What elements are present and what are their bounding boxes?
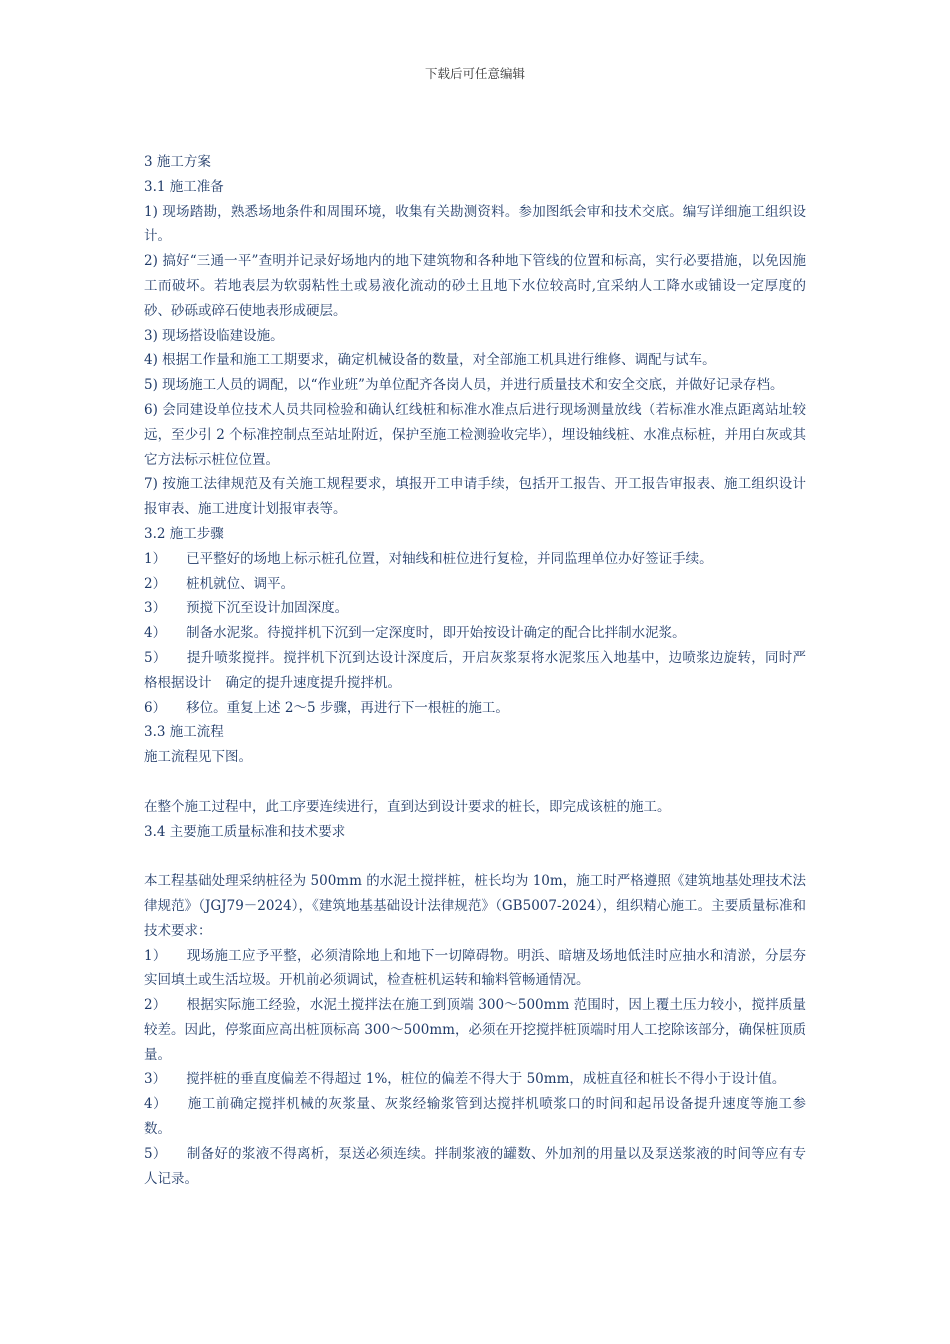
list-item <box>144 621 806 646</box>
list-number: 6） <box>144 699 167 716</box>
list-text: 桩机就位、调平。 <box>186 575 295 592</box>
section-heading-3-3: 3.3 施工流程 <box>144 724 224 741</box>
section-heading-3-4: 3.4 主要施工质量标准和技术要求 <box>144 823 346 840</box>
paragraph: 5) 现场施工人员的调配，以“作业班”为单位配齐各岗人员，并进行质量技术和安全交底，并做好记录存档。 <box>144 377 784 394</box>
paragraph: 2) 搞好“三通一平”查明并记录好场地内的地下建筑物和各种地下管线的位置和标高，实行必要措施，以免因施工而破坏。若地表层为软弱粘性土或易液化流动的砂土且地下水位较高时,宜采纳人工降水或铺设一定厚度的砂、砂砾或碎石使地表形成硬层。 <box>144 253 806 319</box>
list-number: 4） <box>144 1096 168 1113</box>
list-number: 3） <box>144 1071 167 1088</box>
list-text: 预搅下沉至设计加固深度。 <box>186 600 349 617</box>
list-number: 1） <box>144 947 167 964</box>
section-heading-3-1: 3.1 施工准备 <box>144 178 224 195</box>
list-item <box>144 596 806 621</box>
paragraph: 1) 现场踏勘，熟悉场地条件和周围环境，收集有关勘测资料。参加图纸会审和技术交底。编写详细施工组织设计。 <box>144 203 806 245</box>
list-text: 现场施工应予平整，必须清除地上和地下一切障碍物。明浜、暗塘及场地低洼时应抽水和清淤，分层夯实回填土或生活垃圾。开机前必须调试，检查桩机运转和输料管畅通情况。 <box>144 947 807 989</box>
list-text: 搅拌桩的垂直度偏差不得超过 1%，桩位的偏差不得大于 50mm，成桩直径和桩长不得小于设计值。 <box>186 1071 786 1088</box>
list-item <box>144 696 806 721</box>
list-text: 制备好的浆液不得离析，泵送必须连续。拌制浆液的罐数、外加剂的用量以及泵送浆液的时间等应有专人记录。 <box>144 1145 807 1187</box>
list-item <box>144 944 806 994</box>
spacer <box>144 770 806 795</box>
paragraph: 施工流程见下图。 <box>144 749 252 766</box>
list-item <box>144 572 806 597</box>
list-text: 确定的提升速度提升搅拌机。 <box>225 674 401 691</box>
list-item <box>144 1067 806 1092</box>
list-text: 移位。重复上述 2～5 步骤，再进行下一根桩的施工。 <box>186 699 509 716</box>
document-body <box>144 150 806 1191</box>
list-text: 提升喷浆搅拌。搅拌机下沉到达设计深度后，开启灰浆泵将水泥浆压入地基中，边喷浆边旋转，同时严格根据设计 <box>144 649 807 691</box>
list-number: 5） <box>144 1145 167 1162</box>
list-number: 1） <box>144 550 167 567</box>
page-header: 下载后可任意编辑 <box>424 66 525 81</box>
list-number: 2） <box>144 575 167 592</box>
list-item <box>144 1092 806 1142</box>
section-heading-3: 3 施工方案 <box>144 154 211 170</box>
paragraph: 4) 根据工作量和施工工期要求，确定机械设备的数量，对全部施工机具进行维修、调配与试车。 <box>144 352 716 369</box>
paragraph: 7) 按施工法律规范及有关施工规程要求，填报开工申请手续，包括开工报告、开工报告审报表、施工组织设计报审表、施工进度计划报审表等。 <box>144 476 806 518</box>
paragraph: 本工程基础处理采纳桩径为 500mm 的水泥土搅拌桩，桩长均为 10m，施工时严格遵照《建筑地基处理技术法律规范》（JGJ79－2024），《建筑地基基础设计法律规范》（GB5007-2024），组织精心施工。主要质量标准和技术要求： <box>144 873 806 939</box>
paragraph: 6) 会同建设单位技术人员共同检验和确认红线桩和标准水准点后进行现场测量放线（若标准水准点距离站址较远，至少引 2 个标准控制点至站址附近，保护至施工检测验收完毕），埋设轴线桩、水准点标桩，并用白灰或其它方法标示桩位位置。 <box>144 401 806 468</box>
list-item <box>144 646 806 696</box>
list-number: 2） <box>144 997 167 1014</box>
list-number: 3） <box>144 600 167 617</box>
list-text: 根据实际施工经验，水泥土搅拌法在施工到顶端 300～500mm 范围时，因上覆土压力较小，搅拌质量较差。因此，停浆面应高出桩顶标高 300～500mm，必须在开挖搅拌桩顶端时用人工挖除该部分，确保桩顶质量。 <box>144 997 807 1063</box>
section-heading-3-2: 3.2 施工步骤 <box>144 525 224 542</box>
paragraph: 在整个施工过程中，此工序要连续进行，直到达到设计要求的桩长，即完成该桩的施工。 <box>144 798 671 815</box>
list-item <box>144 1142 806 1192</box>
list-item <box>144 547 806 572</box>
list-number: 5） <box>144 649 167 666</box>
list-text: 已平整好的场地上标示桩孔位置，对轴线和桩位进行复检，并同监理单位办好签证手续。 <box>186 550 713 567</box>
spacer <box>144 844 806 869</box>
list-text: 施工前确定搅拌机械的灰浆量、灰浆经输浆管到达搅拌机喷浆口的时间和起吊设备提升速度等施工参数。 <box>144 1096 806 1138</box>
list-text: 制备水泥浆。待搅拌机下沉到一定深度时，即开始按设计确定的配合比拌制水泥浆。 <box>186 625 686 642</box>
list-item <box>144 993 806 1067</box>
paragraph: 3) 现场搭设临建设施。 <box>144 327 284 344</box>
list-number: 4） <box>144 625 167 642</box>
